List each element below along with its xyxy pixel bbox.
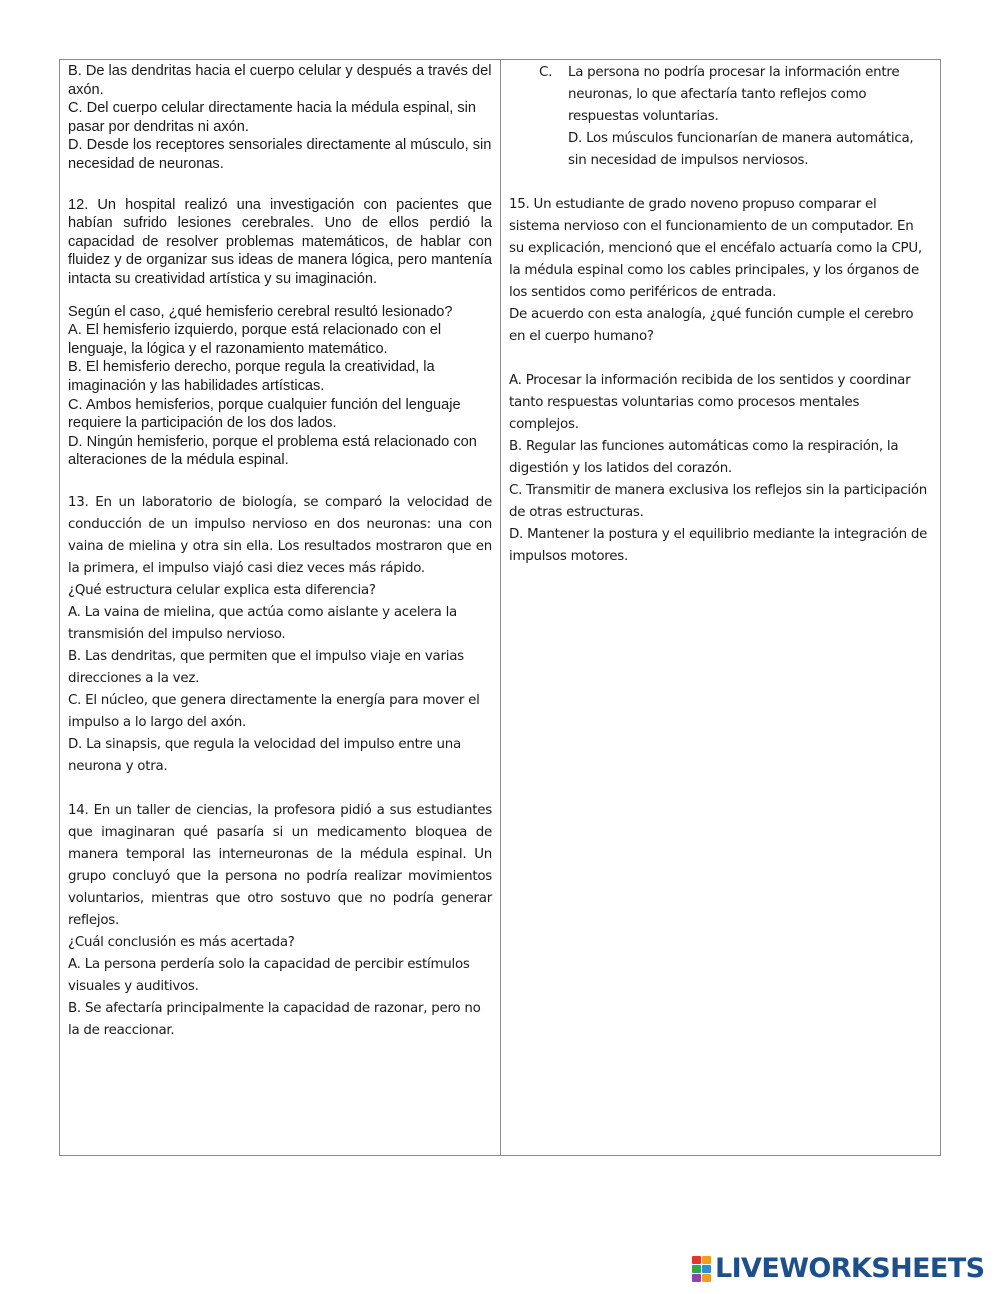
q15-option-d: D. Mantener la postura y el equilibrio mediante la integración de impulsos motores. bbox=[509, 527, 928, 564]
q12-question: Según el caso, ¿qué hemisferio cerebral resultó lesionado? bbox=[68, 303, 453, 320]
q14-option-c-marker: C. bbox=[539, 65, 553, 80]
q14-question: ¿Cuál conclusión es más acertada? bbox=[68, 934, 295, 950]
left-column bbox=[60, 60, 501, 1155]
q13-option-b: B. Las dendritas, que permiten que el impulso viaje en varias direcciones a la vez. bbox=[68, 648, 464, 686]
q14-option-c-text: La persona no podría procesar la información entre neuronas, lo que afectaría tanto reflejos como respuestas voluntarias. bbox=[568, 65, 900, 124]
q12-option-a: A. El hemisferio izquierdo, porque está relacionado con el lenguaje, la lógica y el razonamiento matemático. bbox=[68, 322, 442, 357]
q11-option-b: B. De las dendritas hacia el cuerpo celular y después a través del axón. bbox=[68, 63, 492, 98]
liveworksheets-logo-icon bbox=[692, 1256, 712, 1282]
q14-option-b: B. Se afectaría principalmente la capacidad de razonar, pero no la de reaccionar. bbox=[68, 1000, 481, 1038]
q14-option-c bbox=[509, 62, 931, 172]
q13-question: ¿Qué estructura celular explica esta diferencia? bbox=[68, 582, 376, 598]
q14-option-a: A. La persona perdería solo la capacidad de percibir estímulos visuales y auditivos. bbox=[68, 956, 470, 994]
q14-option-d: D. Los músculos funcionarían de manera automática, sin necesidad de impulsos nerviosos. bbox=[568, 131, 914, 168]
q13-option-a: A. La vaina de mielina, que actúa como aislante y acelera la transmisión del impulso nervioso. bbox=[68, 604, 458, 642]
q15-option-a: A. Procesar la información recibida de los sentidos y coordinar tanto respuestas voluntarias como procesos mentales complejos. bbox=[509, 373, 911, 432]
q12-option-d: D. Ningún hemisferio, porque el problema está relacionado con alteraciones de la médula espinal. bbox=[68, 433, 477, 469]
q12-option-c: C. Ambos hemisferios, porque cualquier función del lenguaje requiere la participación de los dos lados. bbox=[68, 396, 461, 432]
q12-stem: 12. Un hospital realizó una investigación con pacientes que habían sufrido lesiones cerebrales. Uno de ellos perdió la capacidad de resolver problemas matemáticos, de hablar con fluidez y de organizar sus ideas de manera lógica, pero mantenía intacta su creatividad artística y su imaginación. bbox=[68, 196, 492, 287]
logo-block-o bbox=[702, 1274, 711, 1282]
liveworksheets-logo-text: LIVEWORKSHEETS bbox=[715, 1253, 985, 1284]
logo-block-v bbox=[692, 1265, 701, 1273]
q15-option-b: B. Regular las funciones automáticas como la respiración, la digestión y los latidos del corazón. bbox=[509, 439, 899, 476]
logo-block-i bbox=[702, 1256, 711, 1264]
q11-option-d: D. Desde los receptores sensoriales directamente al músculo, sin necesidad de neuronas. bbox=[68, 137, 492, 172]
liveworksheets-logo[interactable] bbox=[692, 1255, 990, 1283]
q14-stem: 14. En un taller de ciencias, la profesora pidió a sus estudiantes que imaginaran qué pasaría si un medicamento bloquea de manera temporal las interneuronas de la médula espinal. Un grupo concluyó que la persona no podría realizar movimientos voluntarios, mientras que otro sostuvo que no podría generar reflejos. bbox=[68, 802, 492, 928]
worksheet-table bbox=[59, 59, 941, 1156]
q15-question: De acuerdo con esta analogía, ¿qué función cumple el cerebro en el cuerpo humano? bbox=[509, 307, 914, 344]
q11-option-c: C. Del cuerpo celular directamente hacia la médula espinal, sin pasar por dendritas ni axón. bbox=[68, 100, 477, 135]
logo-block-l bbox=[692, 1256, 701, 1264]
q13-option-c: C. El núcleo, que genera directamente la energía para mover el impulso a lo largo del axón. bbox=[68, 692, 480, 730]
q13-option-d: D. La sinapsis, que regula la velocidad del impulso entre una neurona y otra. bbox=[68, 736, 461, 774]
q15-option-c: C. Transmitir de manera exclusiva los reflejos sin la participación de otras estructuras. bbox=[509, 483, 928, 520]
q15-stem: 15. Un estudiante de grado noveno propuso comparar el sistema nervioso con el funcionamiento de un computador. En su explicación, mencionó que el encéfalo actuaría como la CPU, la médula espinal como los cables principales, y los órganos de los sentidos como periféricos de entrada. bbox=[509, 197, 922, 300]
logo-block-e bbox=[702, 1265, 711, 1273]
q12-option-b: B. El hemisferio derecho, porque regula la creatividad, la imaginación y las habilidades artísticas. bbox=[68, 359, 435, 394]
q13-stem: 13. En un laboratorio de biología, se comparó la velocidad de conducción de un impulso nervioso en dos neuronas: una con vaina de mielina y otra sin ella. Los resultados mostraron que en la primera, el impulso viajó casi diez veces más rápido. bbox=[68, 494, 492, 576]
logo-block-w bbox=[692, 1274, 701, 1282]
right-column bbox=[501, 60, 940, 1155]
